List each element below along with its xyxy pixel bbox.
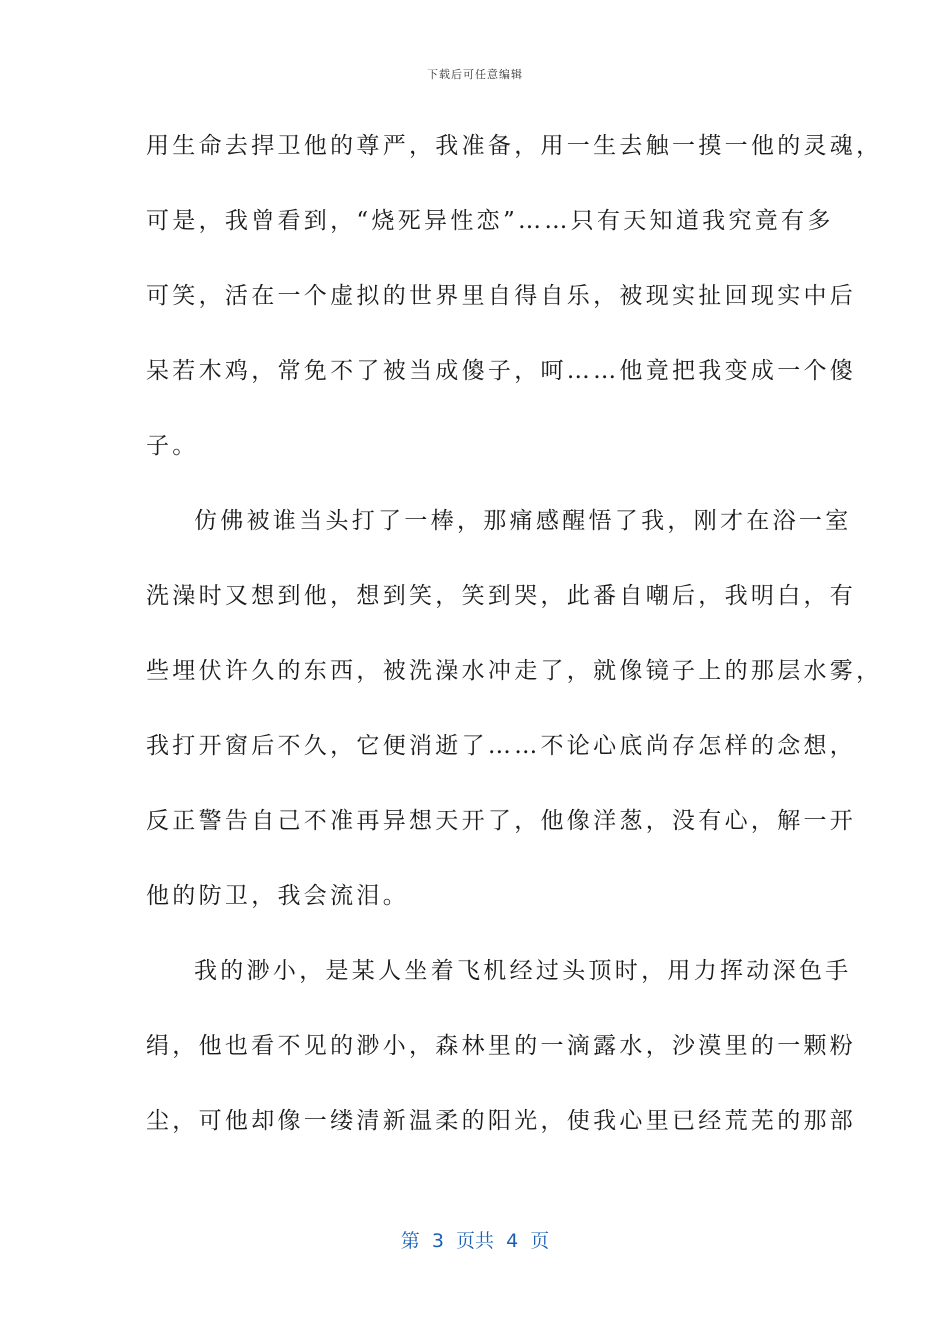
text-line: 用生命去捍卫他的尊严，我准备，用一生去触一摸一他的灵魂， [146,133,883,159]
text-line: 些埋伏许久的东西，被洗澡水冲走了，就像镜子上的那层水雾， [146,658,883,684]
paragraph-start-line: 我的渺小，是某人坐着飞机经过头顶时，用力挥动深色手 [194,958,852,984]
text-line: 可是，我曾看到，“烧死异性恋”……只有天知道我究竟有多 [146,208,834,234]
text-line: 呆若木鸡，常免不了被当成傻子，呵……他竟把我变成一个傻 [146,358,857,384]
paragraph-start-line: 仿佛被谁当头打了一棒，那痛感醒悟了我，刚才在浴一室 [194,508,852,534]
text-line: 子。 [146,433,199,459]
text-line: 尘，可他却像一缕清新温柔的阳光，使我心里已经荒芜的那部 [146,1108,857,1134]
page-number-footer: 第 3 页共 4 页 [400,1230,550,1252]
text-line: 洗澡时又想到他，想到笑，笑到哭，此番自嘲后，我明白，有 [146,583,857,609]
text-line: 我打开窗后不久，它便消逝了……不论心底尚存怎样的念想， [146,733,857,759]
text-line: 他的防卫，我会流泪。 [146,883,409,909]
document-body [146,126,883,1176]
page-header: 下载后可任意编辑 [427,68,523,81]
text-line: 反正警告自己不准再异想天开了，他像洋葱，没有心，解一开 [146,808,857,834]
text-line: 可笑，活在一个虚拟的世界里自得自乐，被现实扯回现实中后 [146,283,857,309]
text-line: 绢，他也看不见的渺小，森林里的一滴露水，沙漠里的一颗粉 [146,1033,857,1059]
